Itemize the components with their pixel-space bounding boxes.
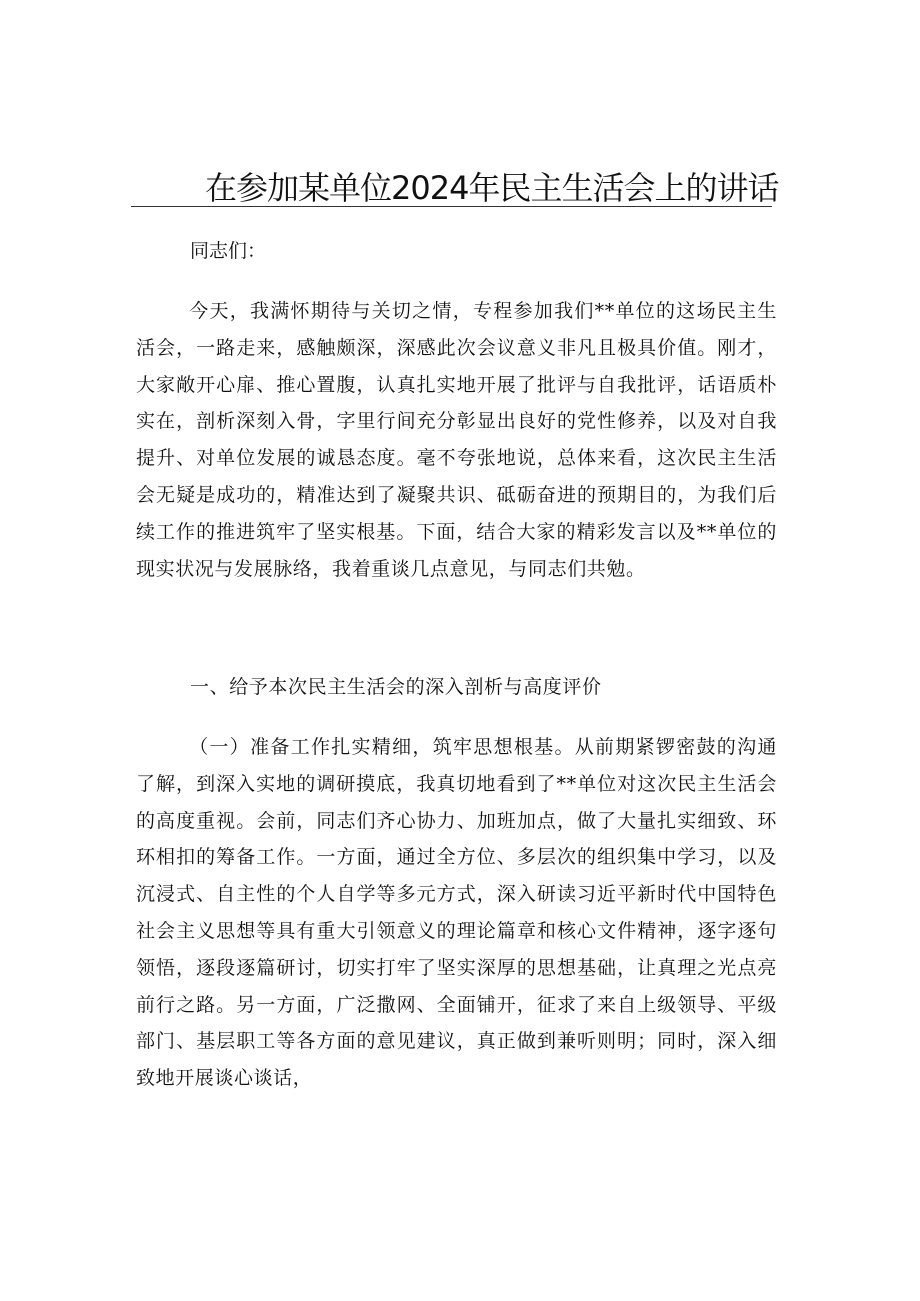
salutation: 同志们： — [190, 240, 267, 262]
title-underline — [131, 206, 772, 207]
body-paragraph-subsection: （一）准备工作扎实精细，筑牢思想根基。从前期紧锣密鼓的沟通了解，到深入实地的调研摸底，我真切地看到了**单位对这次民主生活会的高度重视。会前，同志们齐心协力、加班加点，做了大量扎实细致、环环相扣的筹备工作。一方面，通过全方位、多层次的组织集中学习，以及沉浸式、自主性的个人自学等多元方式，深入研读习近平新时代中国特色社会主义思想等具有重大引领意义的理论篇章和核心文件精神，逐字逐句领悟，逐段逐篇研讨，切实打牢了坚实深厚的思想基础，让真理之光点亮前行之路。另一方面，广泛撒网、全面铺开，征求了来自上级领导、平级部门、基层职工等各方面的意见建议，真正做到兼听则明；同时，深入细致地开展谈心谈话， — [136, 736, 777, 1090]
document-title: 在参加某单位2024年民主生活会上的讲话 — [205, 169, 779, 207]
section-heading: 一、给予本次民主生活会的深入剖析与高度评价 — [190, 676, 602, 698]
body-paragraph-opening: 今天，我满怀期待与关切之情，专程参加我们**单位的这场民主生活会，一路走来，感触颇深，深感此次会议意义非凡且极具价值。刚才，大家敞开心扉、推心置腹，认真扎实地开展了批评与自我批评，话语质朴实在，剖析深刻入骨，字里行间充分彰显出良好的党性修养，以及对自我提升、对单位发展的诚恳态度。毫不夸张地说，总体来看，这次民主生活会无疑是成功的，精准达到了凝聚共识、砥砺奋进的预期目的，为我们后续工作的推进筑牢了坚实根基。下面，结合大家的精彩发言以及**单位的现实状况与发展脉络，我着重谈几点意见，与同志们共勉。 — [136, 300, 777, 580]
